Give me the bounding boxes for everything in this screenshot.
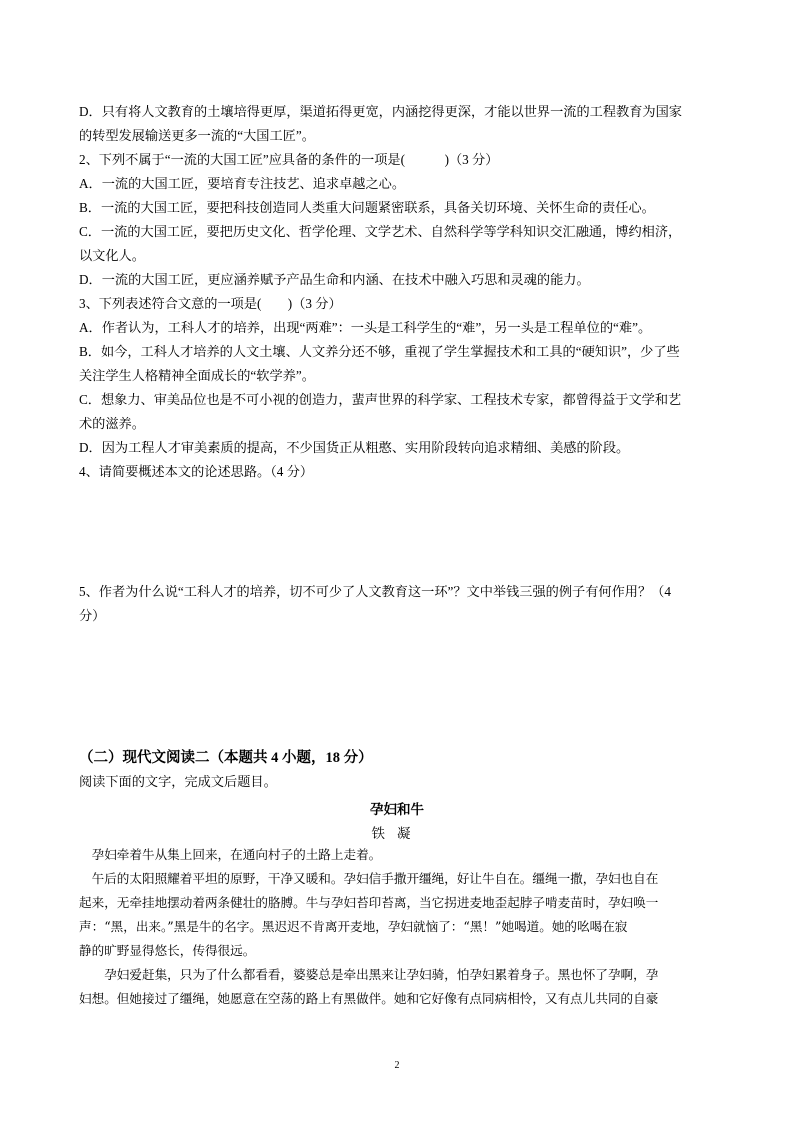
story-title: 孕妇和牛 xyxy=(370,802,424,817)
reading-instruction: 阅读下面的文字，完成文后题目。 xyxy=(79,774,277,789)
page-number: 2 xyxy=(394,1060,400,1071)
question-3-option-b-line2: 关注学生人格精神全面成长的“软学养”。 xyxy=(79,368,315,383)
story-author: 铁凝 xyxy=(371,826,423,841)
question-3: 3、下列表述符合文意的一项是( )（3 分） xyxy=(79,296,342,311)
story-paragraph-2-line1: 午后的太阳照耀着平坦的原野，干净又暖和。孕妇信手撒开缰绳，好让牛自在。缰绳一撒，孕妇也自在 xyxy=(79,871,659,886)
question-2-option-c-line1: C．一流的大国工匠，要把历史文化、哲学伦理、文学艺术、自然科学等学科知识交汇融通，博约相济， xyxy=(79,224,682,239)
question-2-option-b: B．一流的大国工匠，要把科技创造同人类重大问题紧密联系，具备关切环境、关怀生命的责任心。 xyxy=(79,200,655,215)
story-paragraph-3-line1: 孕妇爱赶集，只为了什么都看看，婆婆总是牵出黑来让孕妇骑，怕孕妇累着身子。黑也怀了孕啊，孕 xyxy=(79,967,659,982)
question-5-line2: 分） xyxy=(79,608,106,623)
section-heading: （二）现代文阅读二（本题共 4 小题，18 分） xyxy=(79,750,373,766)
question-3-option-b-line1: B．如今，工科人才培养的人文土壤、人文养分还不够，重视了学生掌握技术和工具的“硬知识”，少了些 xyxy=(79,344,680,359)
question-2-option-c-line2: 以文化人。 xyxy=(79,248,145,263)
question-5-line1: 5、作者为什么说“工科人才的培养，切不可少了人文教育这一环”？文中举钱三强的例子有何作用？（4 xyxy=(79,584,671,599)
story-paragraph-1: 孕妇牵着牛从集上回来，在通向村子的土路上走着。 xyxy=(79,847,382,862)
story-paragraph-2-line3: 声：“黑，出来。”黑是牛的名字。黑迟迟不肯离开麦地，孕妇就恼了：“黑！”她喝道。她的吆喝在寂 xyxy=(79,919,628,934)
question-3-option-c-line2: 术的滋养。 xyxy=(79,416,145,431)
question-2-option-d: D．一流的大国工匠，更应涵养赋予产品生命和内涵、在技术中融入巧思和灵魂的能力。 xyxy=(79,272,590,287)
story-paragraph-3-line2: 妇想。但她接过了缰绳，她愿意在空荡的路上有黑做伴。她和它好像有点同病相怜，又有点儿共同的自豪 xyxy=(79,991,659,1006)
question-3-option-a: A．作者认为，工科人才的培养，出现“两难”：一头是工科学生的“难”，另一头是工程单位的“难”。 xyxy=(79,320,652,335)
option-d-line1: D．只有将人文教育的土壤培得更厚，渠道拓得更宽，内涵挖得更深，才能以世界一流的工程教育为国家 xyxy=(79,104,682,119)
question-3-option-d: D．因为工程人才审美素质的提高，不少国货正从粗憨、实用阶段转向追求精细、美感的阶段。 xyxy=(79,440,630,455)
option-d-line2: 的转型发展输送更多一流的“大国工匠”。 xyxy=(79,128,315,143)
question-3-option-c-line1: C．想象力、审美品位也是不可小视的创造力，蜚声世界的科学家、工程技术专家，都曾得益于文学和艺 xyxy=(79,392,682,407)
question-4: 4、请简要概述本文的论述思路。（4 分） xyxy=(79,464,314,479)
story-paragraph-2-line2: 起来，无牵挂地摆动着两条健壮的胳膊。牛与孕妇苔印苔离，当它拐进麦地歪起脖子啃麦苗时，孕妇唤一 xyxy=(79,895,659,910)
story-paragraph-2-line4: 静的旷野显得悠长，传得很远。 xyxy=(79,943,256,958)
question-2: 2、下列不属于“一流的大国工匠”应具备的条件的一项是( )（3 分） xyxy=(79,152,499,167)
question-2-option-a: A．一流的大国工匠，要培育专注技艺、追求卓越之心。 xyxy=(79,176,406,191)
